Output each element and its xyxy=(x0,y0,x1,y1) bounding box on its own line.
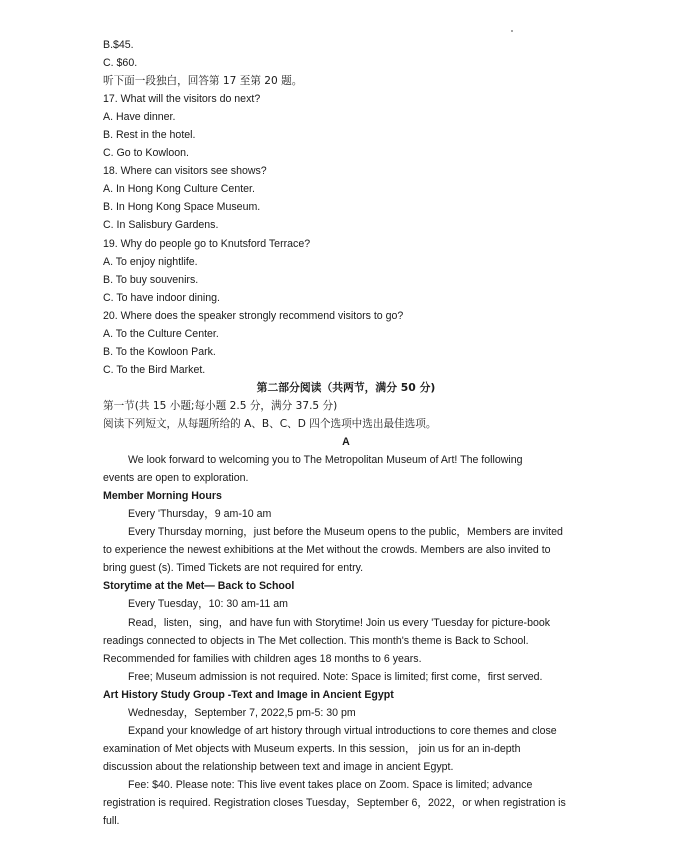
q19-option-b: B. To buy souvenirs. xyxy=(103,273,199,286)
event-desc-line: discussion about the relationship between text and image in ancient Egypt. xyxy=(103,760,454,773)
q18-option-c: C. In Salisbury Gardens. xyxy=(103,219,219,232)
event-desc-line: bring guest (s). Timed Tickets are not required for entry. xyxy=(103,562,364,575)
question-17: 17. What will the visitors do next? xyxy=(103,93,261,106)
q17-option-c: C. Go to Kowloon. xyxy=(103,147,189,160)
event-title: Member Morning Hours xyxy=(103,490,222,503)
q18-option-a: A. In Hong Kong Culture Center. xyxy=(103,183,255,196)
q19-option-c: C. To have indoor dining. xyxy=(103,291,221,304)
page-content xyxy=(103,36,589,830)
q17-option-a: A. Have dinner. xyxy=(103,111,176,124)
event-time: Every 'Thursday，9 am-10 am xyxy=(128,508,272,521)
section1-instruction: 阅读下列短文，从每题所给的 A、B、C、D 四个选项中选出最佳选项。 xyxy=(103,417,437,430)
section1-heading: 第一节(共 15 小题;每小题 2.5 分，满分 37.5 分) xyxy=(103,399,338,412)
event-desc-line: Expand your knowledge of art history through virtual introductions to core themes and close xyxy=(128,724,557,737)
event-note: Free; Museum admission is not required. Note: Space is limited; first come，first served. xyxy=(128,670,543,683)
passage-label: A xyxy=(342,436,350,449)
question-19: 19. Why do people go to Knutsford Terrace? xyxy=(103,237,311,250)
event-time: Every Tuesday，10: 30 am-11 am xyxy=(128,598,288,611)
event-desc-line: examination of Met objects with Museum experts. In this session， join us for an in-depth xyxy=(103,742,521,755)
event-note-line: Fee: $40. Please note: This live event takes place on Zoom. Space is limited; advance xyxy=(128,778,533,791)
event-note-line: full. xyxy=(103,815,120,828)
option-c: C. $60. xyxy=(103,57,138,70)
q20-option-b: B. To the Kowloon Park. xyxy=(103,345,216,358)
q20-option-a: A. To the Culture Center. xyxy=(103,327,219,340)
question-18: 18. Where can visitors see shows? xyxy=(103,165,267,178)
event-desc-line: to experience the newest exhibitions at the Met without the crowds. Members are also invited to xyxy=(103,544,551,557)
listening-instruction: 听下面一段独白，回答第 17 至第 20 题。 xyxy=(103,75,303,88)
scan-speck xyxy=(511,30,513,32)
intro-line-1: We look forward to welcoming you to The Metropolitan Museum of Art! The following xyxy=(128,454,523,467)
event-desc-line: Every Thursday morning，just before the Museum opens to the public，Members are invited xyxy=(128,526,563,539)
part2-heading: 第二部分阅读（共两节，满分 50 分) xyxy=(256,380,436,394)
q20-option-c: C. To the Bird Market. xyxy=(103,363,206,376)
q19-option-a: A. To enjoy nightlife. xyxy=(103,255,198,268)
option-b: B.$45. xyxy=(103,39,134,51)
event-desc-line: readings connected to objects in The Met collection. This month's theme is Back to School. xyxy=(103,634,529,647)
event-title: Art History Study Group -Text and Image in Ancient Egypt xyxy=(103,688,394,701)
q17-option-b: B. Rest in the hotel. xyxy=(103,129,196,142)
question-20: 20. Where does the speaker strongly recommend visitors to go? xyxy=(103,309,404,322)
event-desc-line: Recommended for families with children ages 18 months to 6 years. xyxy=(103,652,422,665)
event-time: Wednesday，September 7, 2022,5 pm-5: 30 pm xyxy=(128,706,356,719)
event-title: Storytime at the Met— Back to School xyxy=(103,580,295,593)
event-desc-line: Read，listen，sing，and have fun with Storytime! Join us every 'Tuesday for picture-book xyxy=(128,616,551,629)
q18-option-b: B. In Hong Kong Space Museum. xyxy=(103,201,261,214)
event-note-line: registration is required. Registration closes Tuesday，September 6，2022，or when registration is xyxy=(103,796,566,809)
intro-line-2: events are open to exploration. xyxy=(103,472,249,485)
